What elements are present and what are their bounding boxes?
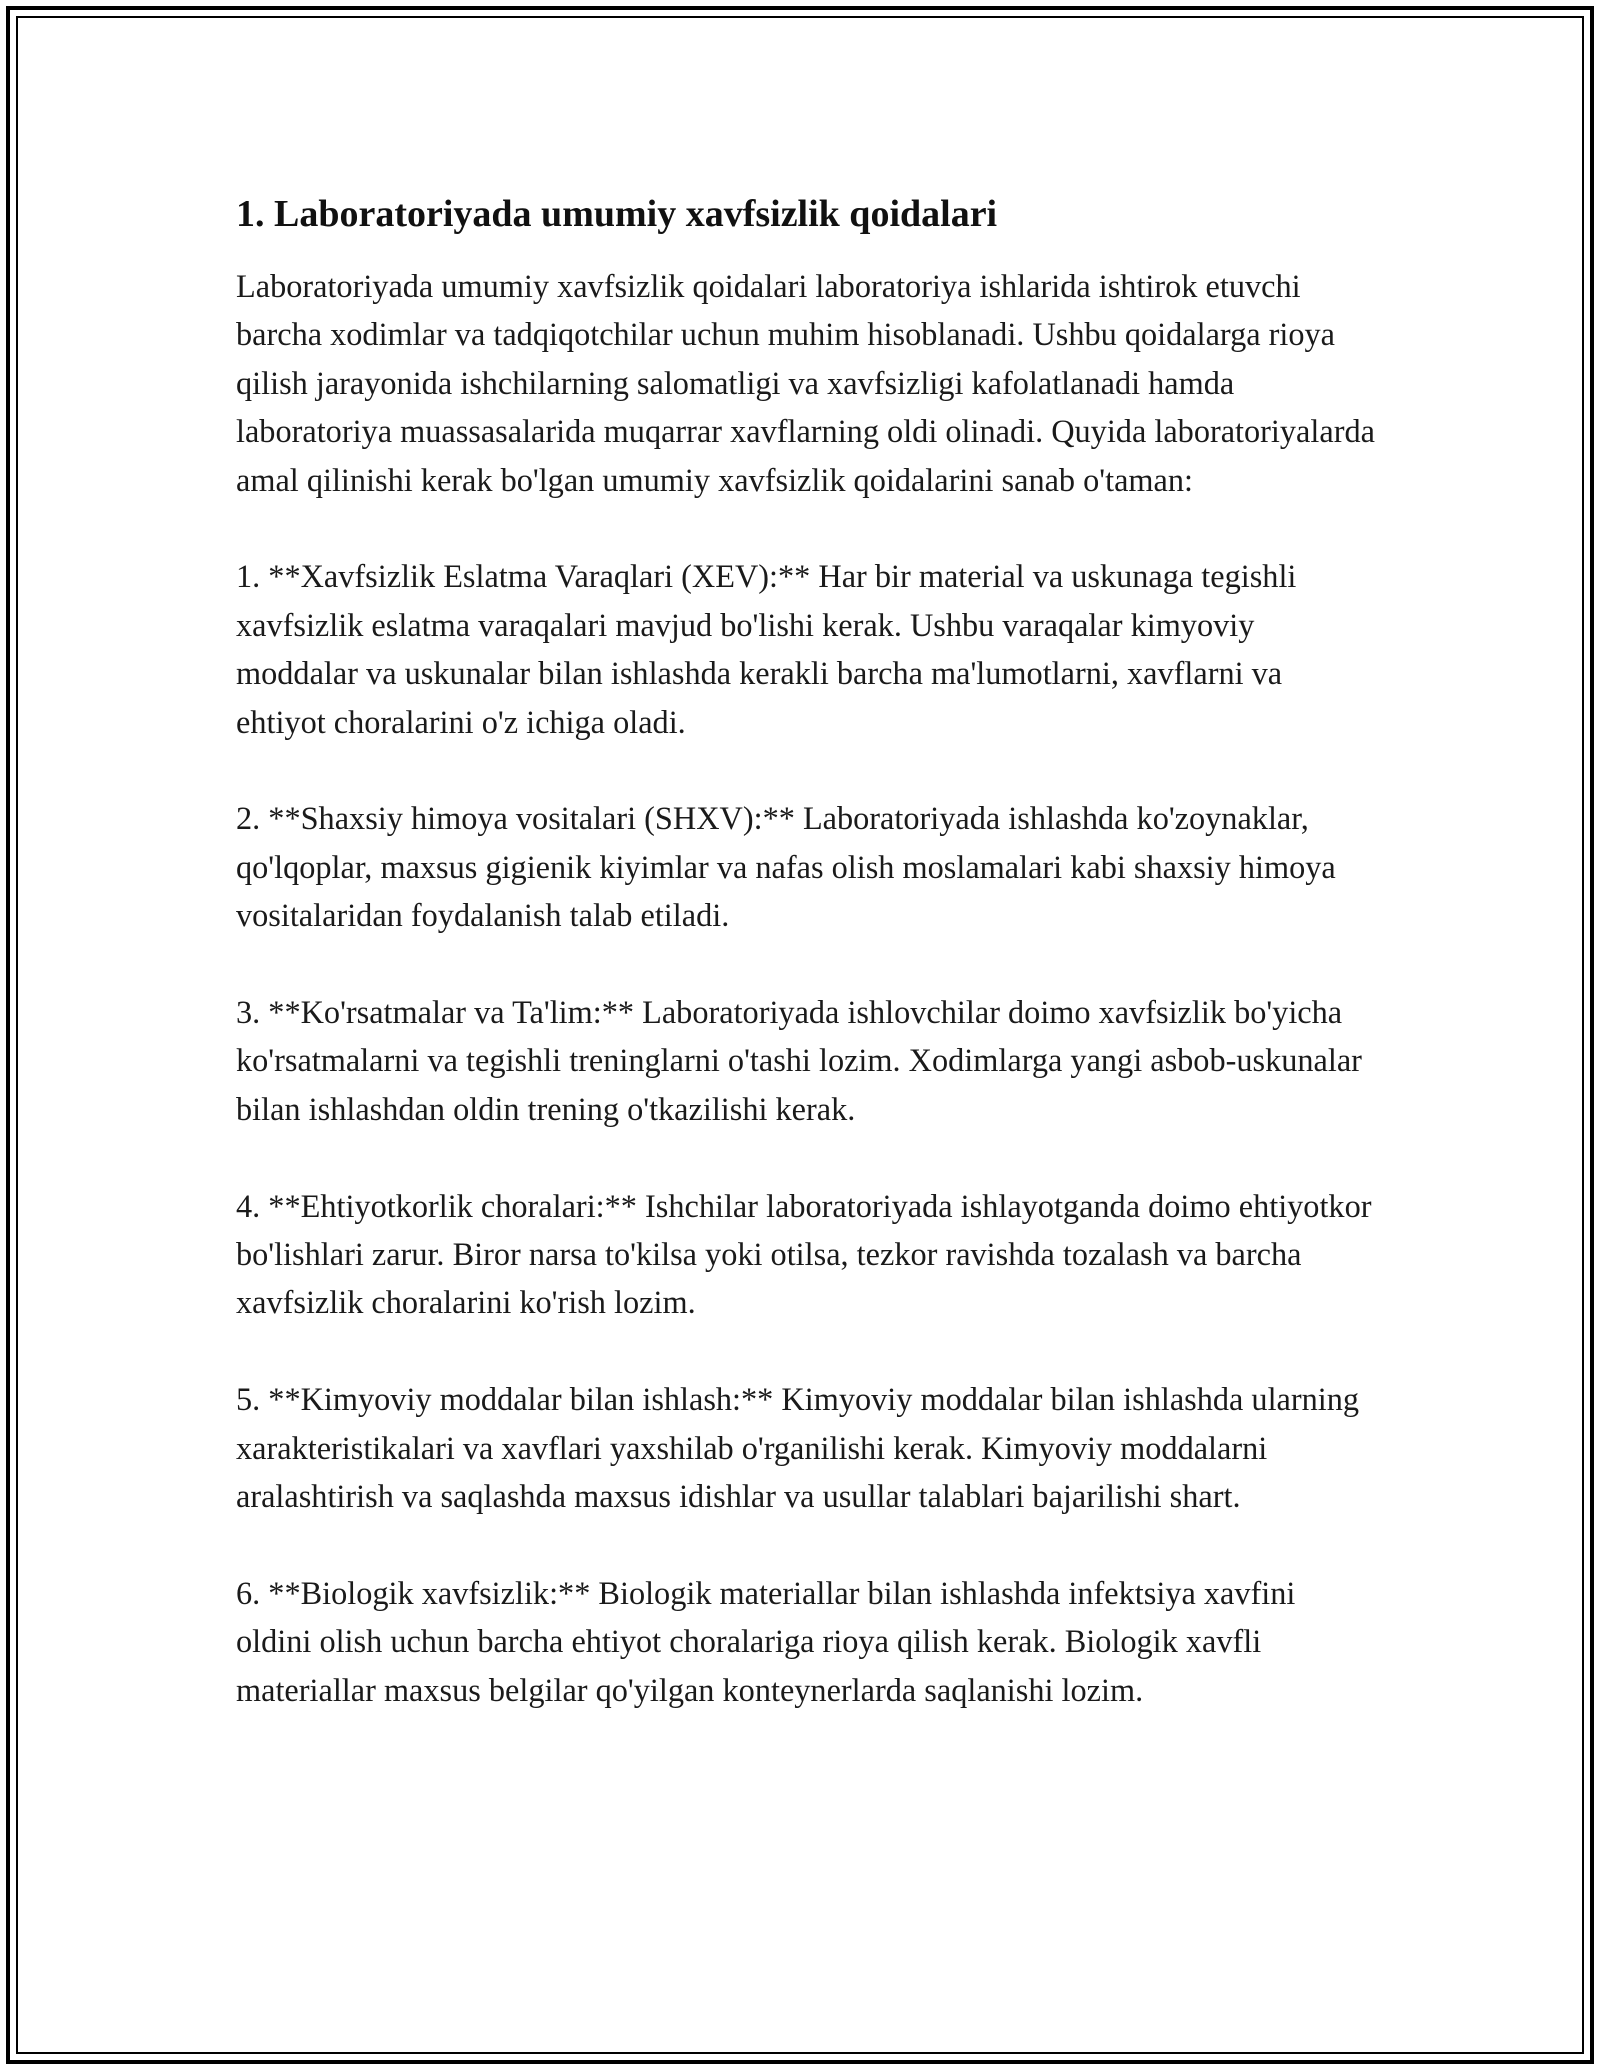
rule-item-3: 3. **Ko'rsatmalar va Ta'lim:** Laboratoriyada ishlovchilar doimo xavfsizlik bo'yicha ko'rsatmalarni va tegishli treninglarni o'tashi lozim. Xodimlarga yangi asbob-uskunalar bilan ishlashdan oldin trening o'tkazilishi kerak. [236, 994, 1362, 1127]
rule-item-6: 6. **Biologik xavfsizlik:** Biologik materiallar bilan ishlashda infektsiya xavfini oldini olish uchun barcha ehtiyot choralariga rioya qilish kerak. Biologik xavfli materiallar maxsus belgilar qo'yilgan konteynerlarda saqlanishi lozim. [236, 1574, 1296, 1708]
intro-paragraph: Laboratoriyada umumiy xavfsizlik qoidalari laboratoriya ishlarida ishtirok etuvchi barcha xodimlar va tadqiqotchilar uchun muhim hisoblanadi. Ushbu qoidalarga rioya qilish jarayonida ishchilarning salomatligi va xavfsizligi kafolatlanadi hamda laboratoriya muassasalarida muqarrar xavflarning oldi olinadi. Quyida laboratoriyalarda amal qilinishi kerak bo'lgan umumiy xavfsizlik qoidalarini sanab o'taman: [236, 268, 1375, 498]
section-heading: 1. Laboratoriyada umumiy xavfsizlik qoidalari [236, 193, 998, 235]
rule-item-1: 1. **Xavfsizlik Eslatma Varaqlari (XEV):** Har bir material va uskunaga tegishli xavfsizlik eslatma varaqalari mavjud bo'lishi kerak. Ushbu varaqalar kimyoviy moddalar va uskunalar bilan ishlashda kerakli barcha ma'lumotlarni, xavflarni va ehtiyot choralarini o'z ichiga oladi. [236, 558, 1297, 740]
rule-item-5: 5. **Kimyoviy moddalar bilan ishlash:** Kimyoviy moddalar bilan ishlashda ularning xarakteristikalari va xavflari yaxshilab o'rganilishi kerak. Kimyoviy moddalarni aralashtirish va saqlashda maxsus idishlar va usullar talablari bajarilishi shart. [236, 1381, 1360, 1515]
rule-item-2: 2. **Shaxsiy himoya vositalari (SHXV):** Laboratoriyada ishlashda ko'zoynaklar, qo'lqoplar, maxsus gigienik kiyimlar va nafas olish moslamalari kabi shaxsiy himoya vositalaridan foydalanish talab etiladi. [236, 800, 1336, 934]
rule-item-4: 4. **Ehtiyotkorlik choralari:** Ishchilar laboratoriyada ishlayotganda doimo ehtiyotkor bo'lishlari zarur. Biror narsa to'kilsa yoki otilsa, tezkor ravishda tozalash va barcha xavfsizlik choralarini ko'rish lozim. [236, 1187, 1372, 1321]
document-body [236, 186, 1376, 1714]
